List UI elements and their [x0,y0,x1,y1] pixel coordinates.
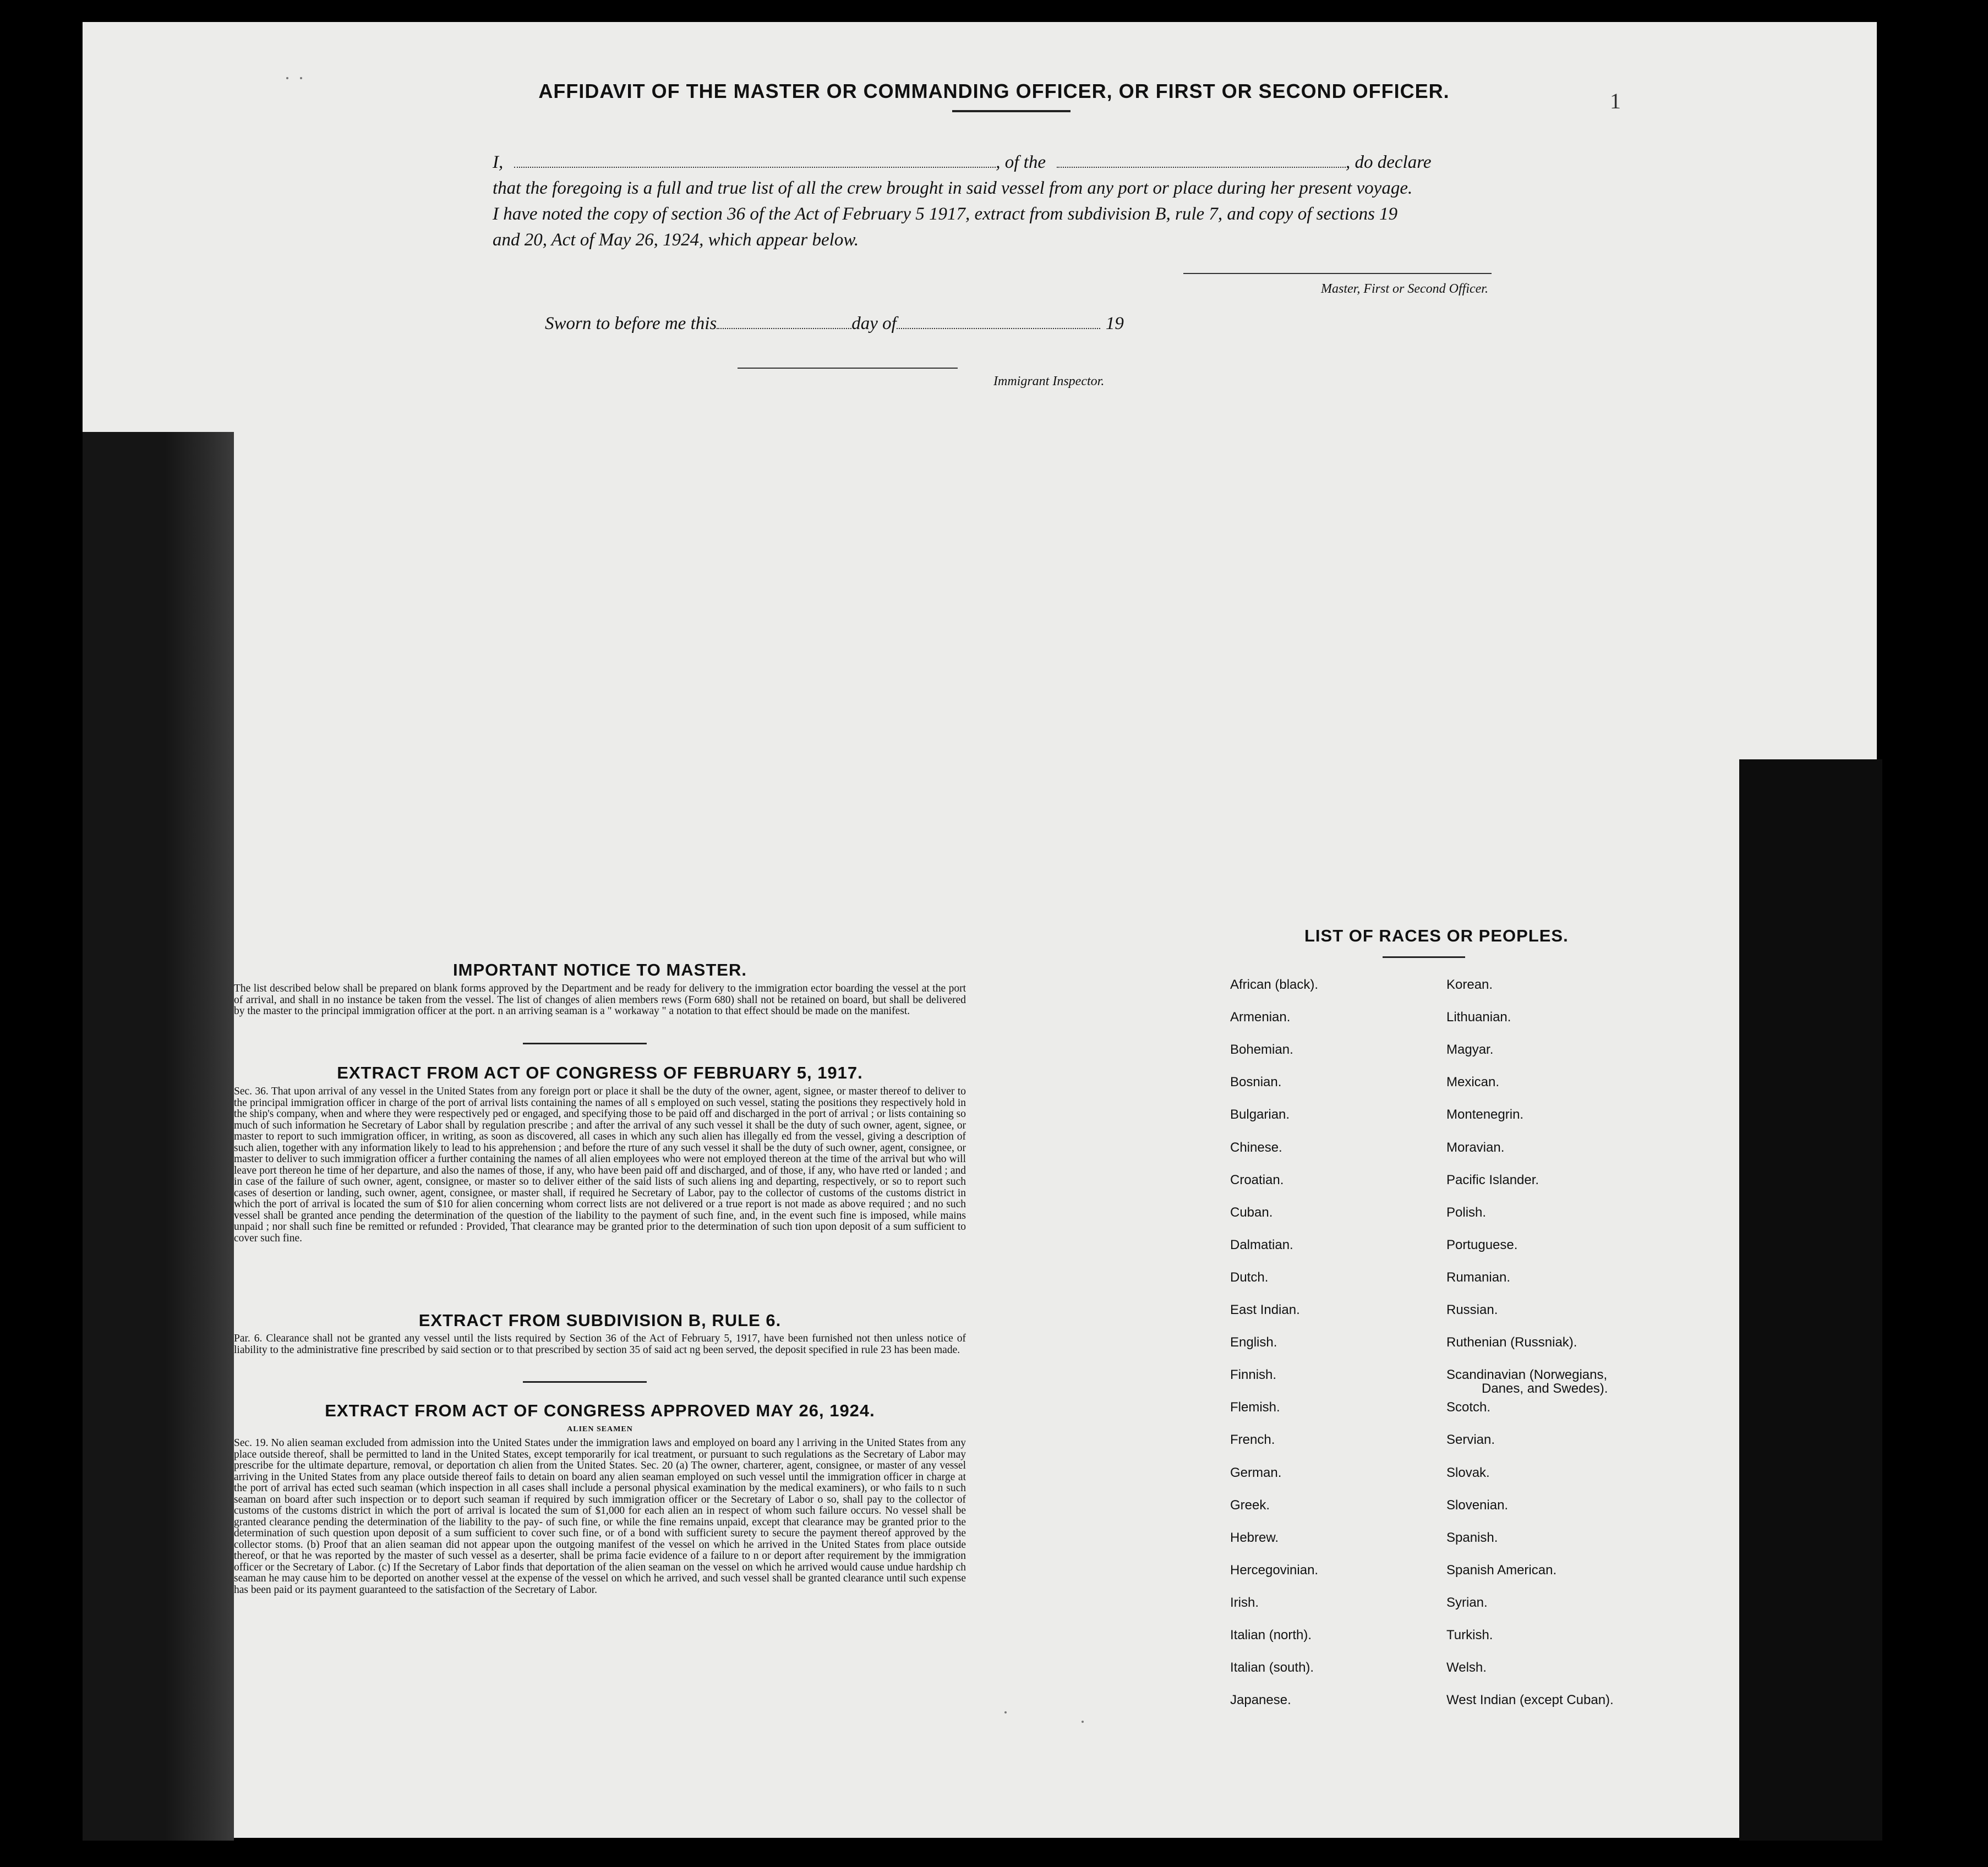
scan-speck [1004,1711,1007,1713]
notice-text: The list described below shall be prepared on blank forms approved by the Department and be ready for delivery to the immigration ector boarding the vessel at the port of arrival, and shall in no instance be taken from the vessel. The list of changes of alien members rews (Form 680) shall not be retained on board, but shall be delivered by the master to the principal immigration officer at the port. n an arriving seaman is a " workaway " a notation to that effect should be made on the manifest. [234,983,966,1017]
inspector-signature-line [738,368,958,369]
do-declare-label: , do declare [1345,152,1432,172]
race-item: Dalmatian. [1230,1237,1293,1252]
race-item: Moravian. [1446,1140,1505,1155]
race-item: Spanish. [1446,1530,1498,1545]
race-item: Italian (south). [1230,1660,1314,1676]
race-item: Scotch. [1446,1400,1491,1415]
race-item: English. [1230,1335,1277,1350]
sworn-label: Sworn to before me this [545,314,717,333]
race-item: Portuguese. [1446,1237,1518,1252]
race-item: Lithuanian. [1446,1010,1511,1025]
race-item: Danes, and Swedes). [1482,1381,1608,1397]
alien-seamen-subtitle: ALIEN SEAMEN [567,1425,633,1433]
month-blank [897,314,1100,329]
signature-line [1183,273,1492,274]
race-item: Greek. [1230,1497,1270,1513]
declarant-name-blank [514,152,996,168]
extract-1924-text: Sec. 19. No alien seaman excluded from admission into the United States under the immigration laws and employed on board any l arriving in the United States from any place outside thereof, shall be permitted to land in the United States, except temporarily for ical treatment, or pursuant to such regulations as the Secretary of Labor may prescribe for the ultimate departure, removal, or deportation ch alien from the United States. Sec. 20 (a) The owner, charterer, agent, consignee, or master of any vessel arriving in the United States from any place outside thereof fails to detain on board any alien seaman employed on such vessel until the immigration officer in charge at the port of arrival has ected such seaman (which inspection in all cases shall include a personal physical examination by the medical examiners), or who fails to n such seaman on board after such inspection or to deport such seaman if required by such immigration officer or the Secretary of Labor o so, shall pay to the collector of customs of the customs district in which the port of arrival is located the sum of $1,000 for each alien an in respect of whom such failure occurs. No vessel shall be granted clearance pending the determination of the liability to the pay- of such fine, or while the fine remains unpaid, except that clearance may be granted prior to the determination of such question upon deposit of a sum sufficient to cover such fine, or of a bond with sufficient surety to secure the payment thereof approved by the collector stoms. (b) Proof that an alien seaman did not appear upon the outgoing manifest of the vessel on which he arrived in the United States from place outside thereof, or that he was reported by the master of such vessel as a deserter, shall be prima facie evidence of a failure to n or deport after requirement by the immigration officer or the Secretary of Labor. (c) If the Secretary of Labor finds that deportation of the alien seaman on the vessel on which he arrived would cause undue hardship ch seaman he may cause him to be deported on another vessel at the expense of the vessel on which he arrived, and such vessel shall be granted clearance until such expense has been paid or its payment guaranteed to the satisfaction of the Secretary of Labor. [234,1437,966,1596]
extract-1917-text: Sec. 36. That upon arrival of any vessel in the United States from any foreign port or place it shall be the duty of the owner, agent, signee, or master thereof to deliver to the principal immigration officer in charge of the port of arrival lists containing the names of all s employed on such vessel, stating the positions they respectively hold in the ship's company, when and where they were respectively ped or engaged, and specifying those to be paid off and discharged in the port of arrival ; or lists containing so much of such information he Secretary of Labor shall by regulation prescribe ; and after the arrival of any such vessel it shall be the duty of such owner, agent, signee, or master to report to such immigration officer, in writing, as soon as discovered, all cases in which any such alien has illegally ed from the vessel, giving a description of such alien, together with any information likely to lead to his apprehension ; and before the rture of any such vessel it shall be the duty of such owner, agent, consignee, or master to deliver to such immigration officer a further containing the names of all alien employees who were not employed thereon at the time of the arrival but who will leave port thereon he time of her departure, and also the names of those, if any, who have been paid off and discharged, and of those, if any, who have rted or landed ; and in case of the failure of such owner, agent, consignee, or master so to deliver either of the said lists of such aliens ing and departing, respectively, or so to report such cases of desertion or landing, such owner, agent, consignee, or master shall, if required he Secretary of Labor, pay to the collector of customs of the customs district in which the port of arrival is located the sum of $10 for alien concerning whom correct lists are not delivered or a true report is not made as above required ; and no such vessel shall be granted ance pending the determination of the question of the liability to the payment of such fine, and, in the event such fine is imposed, while mains unpaid ; nor shall such fine be remitted or refunded : Provided, That clearance may be granted prior to the determination of such tion upon deposit of a sum sufficient to cover such fine. [234,1086,966,1244]
races-rule [1383,956,1465,958]
declarant-label: I, [493,152,504,172]
declaration-line-2: that the foregoing is a full and true list of all the crew brought in said vessel from any port or place during her present voyage. [493,178,1413,198]
race-item: Magyar. [1446,1042,1494,1058]
race-item: Pacific Islander. [1446,1172,1539,1187]
race-item: Flemish. [1230,1400,1280,1415]
day-of-label: day of [851,314,897,333]
signature-caption: Master, First or Second Officer. [1321,282,1488,296]
scan-speck [1082,1721,1084,1723]
race-item: Italian (north). [1230,1628,1312,1642]
sworn-line [545,311,1124,337]
race-item: Japanese. [1230,1693,1291,1708]
race-item: Bosnian. [1230,1075,1282,1090]
race-item: Syrian. [1446,1595,1488,1610]
declaration-block [493,150,1527,253]
scan-speck [286,77,288,79]
affidavit-title: AFFIDAVIT OF THE MASTER OR COMMANDING OFFICER, OR FIRST OR SECOND OFFICER. [538,80,1450,102]
declaration-line-3: I have noted the copy of section 36 of the Act of February 5 1917, extract from subdivision B, rule 7, and copy of sections 19 [493,204,1398,224]
race-item: Welsh. [1446,1660,1487,1676]
race-item: African (black). [1230,977,1319,992]
race-item: Montenegrin. [1446,1107,1524,1123]
year-prefix: 19 [1105,314,1124,333]
declaration-line-4: and 20, Act of May 26, 1924, which appear below. [493,230,859,250]
page-number: 1 [1610,89,1621,113]
race-item: Armenian. [1230,1010,1291,1025]
scan-shadow-left [83,432,234,1841]
race-item: Slovenian. [1446,1497,1509,1513]
extract-1924-title: EXTRACT FROM ACT OF CONGRESS APPROVED MAY 26, 1924. [325,1401,875,1420]
declaration-line-1 [493,150,1527,176]
race-item: West Indian (except Cuban). [1446,1693,1614,1708]
scan-speck [300,77,302,79]
race-item: Finnish. [1230,1367,1277,1383]
race-item: Turkish. [1446,1628,1493,1642]
race-item: Bulgarian. [1230,1107,1290,1123]
day-blank [717,314,851,329]
vessel-name-blank [1057,152,1346,168]
race-item: French. [1230,1432,1275,1448]
race-item: Servian. [1446,1432,1495,1448]
race-item: East Indian. [1230,1302,1300,1317]
race-item: Ruthenian (Russniak). [1446,1335,1577,1350]
race-item: Hercegovinian. [1230,1562,1319,1578]
race-item: Hebrew. [1230,1530,1279,1545]
race-item: Cuban. [1230,1204,1273,1220]
race-item: Russian. [1446,1302,1498,1317]
scan-shadow-right [1739,759,1882,1841]
race-item: Irish. [1230,1595,1259,1610]
extract-subdivision-text: Par. 6. Clearance shall not be granted any vessel until the lists required by Section 36 of the Act of February 5, 1917, have been furnished not then unless notice of liability to the administrative fine prescribed by said section or to that prescribed by section 35 of said act ng been served, the deposit specified in rule 23 has been made. [234,1333,966,1356]
subdivision-rule [523,1381,647,1383]
race-item: German. [1230,1465,1282,1480]
race-item: Slovak. [1446,1465,1490,1480]
race-item: Mexican. [1446,1075,1500,1090]
notice-title: IMPORTANT NOTICE TO MASTER. [453,960,747,979]
race-item: Chinese. [1230,1140,1282,1155]
race-item: Polish. [1446,1204,1487,1220]
races-title: LIST OF RACES OR PEOPLES. [1304,926,1569,945]
of-the-label: , of the [996,152,1046,172]
race-item: Croatian. [1230,1172,1284,1187]
title-rule [952,110,1071,112]
extract-subdivision-title: EXTRACT FROM SUBDIVISION B, RULE 6. [418,1311,782,1330]
race-item: Dutch. [1230,1269,1269,1285]
race-item: Spanish American. [1446,1562,1557,1578]
race-item: Rumanian. [1446,1269,1511,1285]
race-item: Scandinavian (Norwegians, [1446,1367,1608,1383]
inspector-caption: Immigrant Inspector. [993,374,1105,388]
race-item: Korean. [1446,977,1493,992]
notice-rule [523,1043,647,1044]
extract-1917-title: EXTRACT FROM ACT OF CONGRESS OF FEBRUARY 5, 1917. [337,1063,863,1082]
race-item: Bohemian. [1230,1042,1293,1058]
